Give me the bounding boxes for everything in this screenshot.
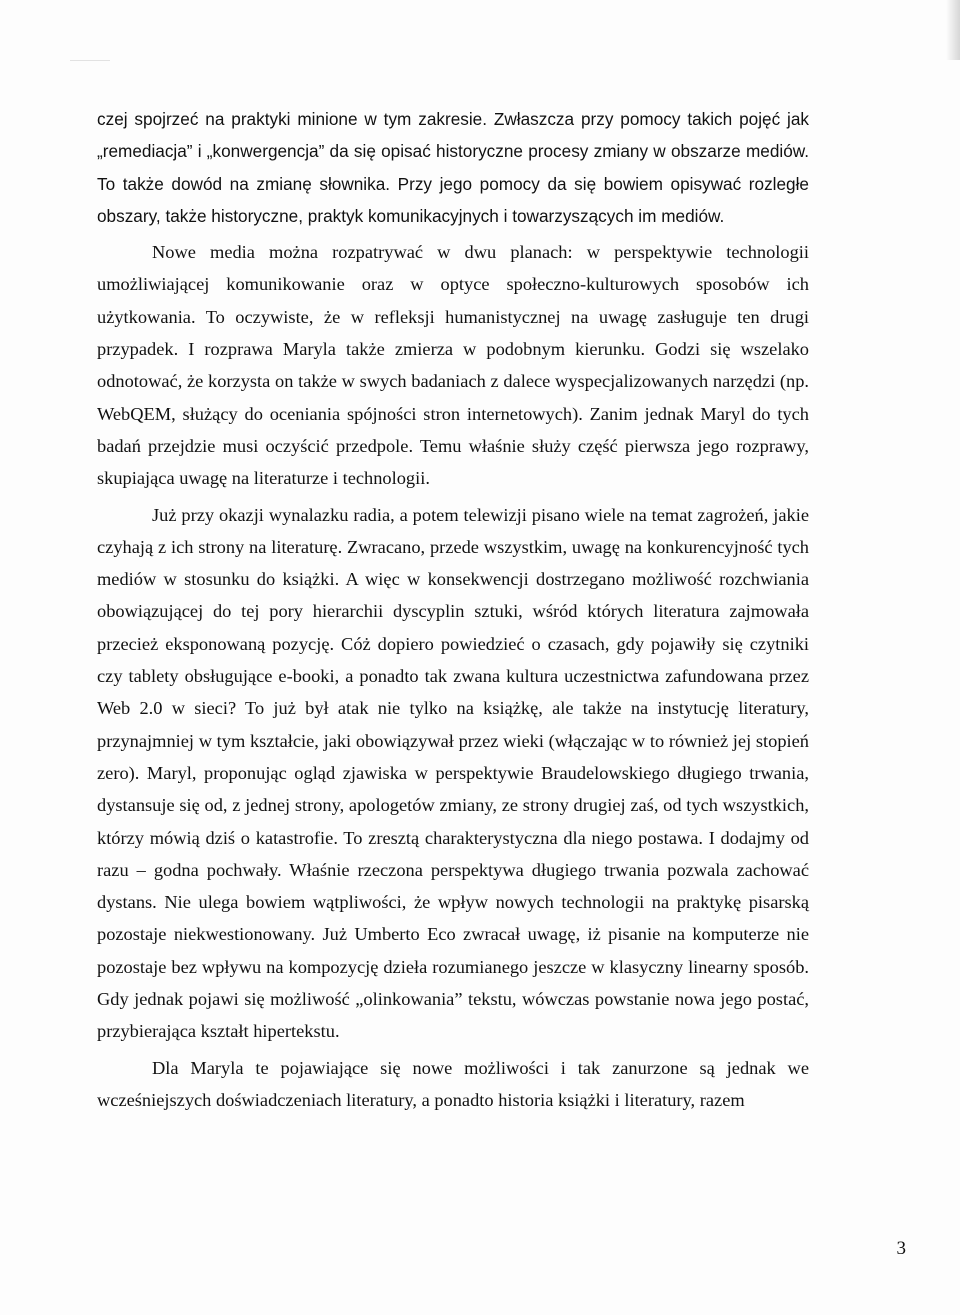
paragraph-2: Nowe media można rozpatrywać w dwu planach: w perspektywie technologii umożliwiającej komunikowanie oraz w optyce społeczno-kulturowych sposobów ich użytkowania. To oczywiste, że w refleksji humanistycznej na uwagę zasługuje ten drugi przypadek. I rozprawa Maryla także zmierza w podobnym kierunku. Godzi się wszelako odnotować, że korzysta on także w swych badaniach z dalece wyspecjalizowanych narzędzi (np. WebQEM, służący do oceniania spójności stron internetowych). Zanim jednak Maryl do tych badań przejdzie musi oczyścić przedpole. Temu właśnie służy część pierwsza jego rozprawy, skupiająca uwagę na literaturze i technologii. <box>97 242 809 489</box>
body-text <box>97 103 809 1116</box>
paragraph-1: czej spojrzeć na praktyki minione w tym zakresie. Zwłaszcza przy pomocy takich pojęć jak „remediacja” i „konwergencja” da się opisać historyczne procesy zmiany w obszarze mediów. To także dowód na zmianę słownika. Przy jego pomocy da się bowiem opisywać rozległe obszary, także historyczne, praktyk komunikacyjnych i towarzyszących im mediów. <box>97 109 809 226</box>
scan-artifact <box>70 60 110 61</box>
paragraph-3: Już przy okazji wynalazku radia, a potem telewizji pisano wiele na temat zagrożeń, jakie czyhają z ich strony na literaturę. Zwracano, przede wszystkim, uwagę na konkurencyjność tych mediów w stosunku do książki. A więc w konsekwencji dostrzegano możliwość rozchwiania obowiązującej do tej pory hierarchii dyscyplin sztuki, wśród których literatura zajmowała przecież eksponowaną pozycję. Cóż dopiero powiedzieć o czasach, gdy pojawiły się czytniki czy tablety obsługujące e-booki, a ponadto tak zwana kultura uczestnictwa zafundowana przez Web 2.0 w sieci? To już był atak nie tylko na książkę, ale także na instytucję literatury, przynajmniej w tym kształcie, jaki obowiązywał przez wieki (włączając w to również jej stopień zero). Maryl, proponując ogląd zjawiska w perspektywie Braudelowskiego długiego trwania, dystansuje się od, z jednej strony, apologetów zmiany, ze strony drugiej zaś, od tych wszystkich, którzy mówią dziś o katastrofie. To zresztą charakterystyczna dla niego postawa. I dodajmy od razu – godna pochwały. Właśnie rzeczona perspektywa długiego trwania pozwala zachować dystans. Nie ulega bowiem wątpliwości, że wpływ nowych technologii na praktykę pisarską pozostaje niekwestionowany. Już Umberto Eco zwracał uwagę, iż pisanie na komputerze nie pozostaje bez wpływu na kompozycję dzieła rozumianego jeszcze w klasyczny linearny sposób. Gdy jednak pojawi się możliwość „olinkowania” tekstu, wówczas powstanie nowa jego postać, przybierająca kształt hipertekstu. <box>97 504 809 1042</box>
paragraph-4: Dla Maryla te pojawiające się nowe możliwości i tak zanurzone są jednak we wcześniejszych doświadczeniach literatury, a ponadto historia książki i literatury, razem <box>97 1057 809 1110</box>
page-number: 3 <box>896 1238 906 1259</box>
scan-edge-shadow <box>946 0 960 60</box>
